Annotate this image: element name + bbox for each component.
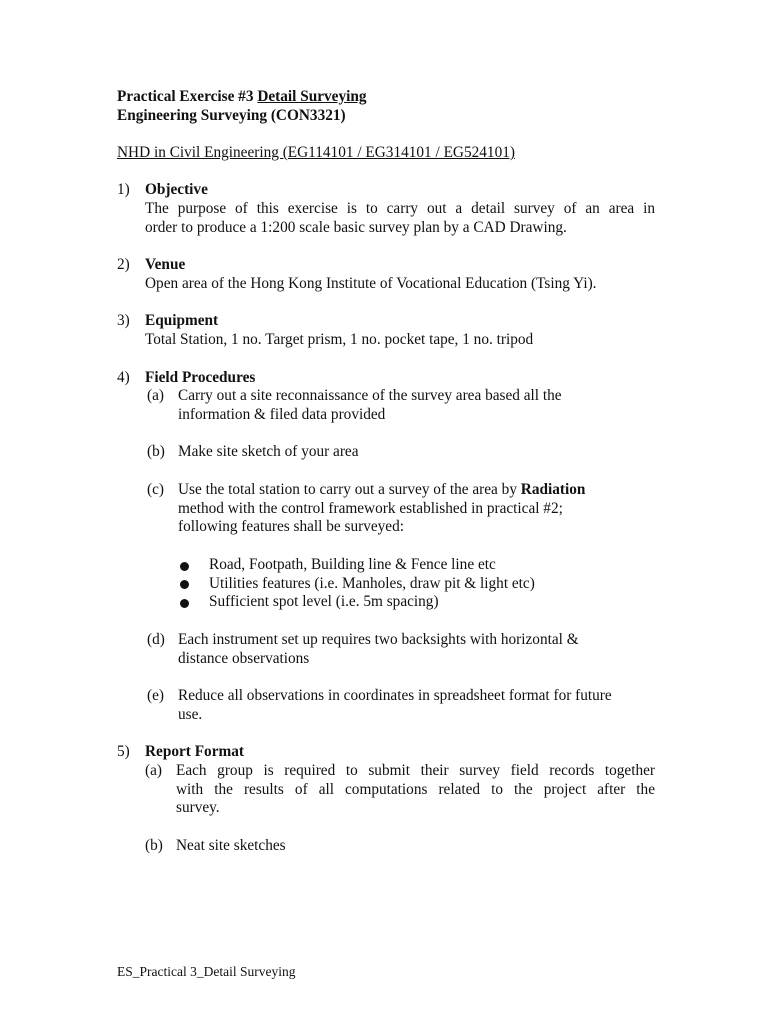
section-number-venue: 2) [117, 256, 130, 273]
page-footer: ES_Practical 3_Detail Surveying [117, 964, 296, 979]
bullet-item: Sufficient spot level (i.e. 5m spacing) [209, 593, 439, 610]
report-a-line-2: with the results of all computations related to the project after the [176, 781, 655, 798]
programme-line: NHD in Civil Engineering (EG114101 / EG314101 / EG524101) [117, 144, 515, 161]
report-b-label: (b) [145, 837, 163, 854]
procedure-e-label: (e) [147, 687, 164, 704]
venue-text: Open area of the Hong Kong Institute of Vocational Education (Tsing Yi). [145, 275, 597, 292]
bullet-icon [180, 580, 189, 589]
exercise-topic: Detail Surveying [257, 88, 367, 105]
exercise-number: Practical Exercise #3 [117, 88, 258, 105]
procedure-d-line-1: Each instrument set up requires two backsights with horizontal & [178, 631, 579, 648]
section-heading-report-format: Report Format [145, 743, 244, 760]
bullet-icon [180, 599, 189, 608]
procedure-e-line-1: Reduce all observations in coordinates in spreadsheet format for future [178, 687, 612, 704]
procedure-d-label: (d) [147, 631, 165, 648]
bullet-item: Road, Footpath, Building line & Fence line etc [209, 556, 496, 573]
exercise-title [117, 88, 367, 107]
procedure-e-line-2: use. [178, 706, 203, 723]
procedure-b-text: Make site sketch of your area [178, 443, 359, 460]
procedure-c-label: (c) [147, 481, 164, 498]
section-heading-objective: Objective [145, 181, 208, 198]
procedure-c-line-2: method with the control framework established in practical #2; [178, 500, 563, 517]
procedure-c-line-1-text: Use the total station to carry out a survey of the area by [178, 481, 521, 498]
procedure-a-line-2: information & filed data provided [178, 406, 386, 423]
section-heading-field-procedures: Field Procedures [145, 369, 256, 386]
section-heading-venue: Venue [145, 256, 186, 273]
report-a-label: (a) [145, 762, 162, 779]
procedure-c-line-3: following features shall be surveyed: [178, 518, 404, 535]
course-title: Engineering Surveying (CON3321) [117, 107, 346, 124]
bullet-icon [180, 562, 189, 571]
procedure-c-line-1 [178, 481, 585, 500]
section-number-report-format: 5) [117, 743, 130, 760]
section-number-equipment: 3) [117, 312, 130, 329]
procedure-d-line-2: distance observations [178, 650, 310, 667]
equipment-text: Total Station, 1 no. Target prism, 1 no. pocket tape, 1 no. tripod [145, 331, 534, 348]
objective-text-line-2: order to produce a 1:200 scale basic survey plan by a CAD Drawing. [145, 219, 567, 236]
objective-text-line-1: The purpose of this exercise is to carry out a detail survey of an area in [145, 200, 655, 217]
section-number-objective: 1) [117, 181, 130, 198]
report-a-line-1: Each group is required to submit their survey field records together [176, 762, 655, 779]
bullet-item: Utilities features (i.e. Manholes, draw pit & light etc) [209, 575, 535, 592]
section-heading-equipment: Equipment [145, 312, 219, 329]
report-a-line-3: survey. [176, 799, 220, 816]
procedure-b-label: (b) [147, 443, 165, 460]
procedure-a-label: (a) [147, 387, 164, 404]
report-b-text: Neat site sketches [176, 837, 286, 854]
procedure-c-method: Radiation [520, 481, 586, 498]
section-number-field-procedures: 4) [117, 369, 130, 386]
procedure-a-line-1: Carry out a site reconnaissance of the survey area based all the [178, 387, 562, 404]
